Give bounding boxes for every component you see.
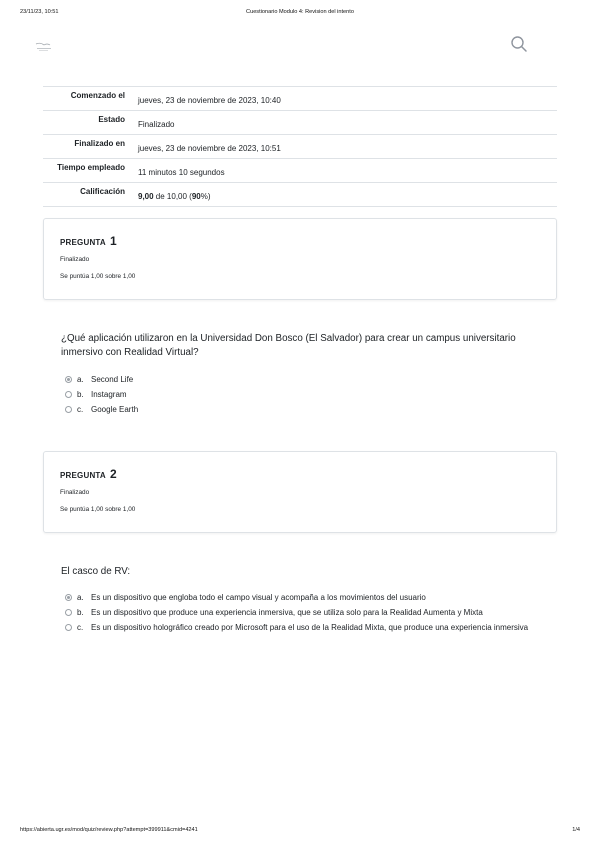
summary-label: Tiempo empleado xyxy=(57,163,125,172)
question-number: PREGUNTA 1 xyxy=(60,234,117,248)
search-icon[interactable] xyxy=(510,35,528,53)
radio-unselected-icon[interactable] xyxy=(65,406,72,413)
option-text: Es un dispositivo que produce una experiencia inmersiva, que se utiliza solo para la Realidad Aumenta y Mixta xyxy=(91,608,483,617)
print-document-title: Cuestionario Modulo 4: Revision del intento xyxy=(246,9,354,15)
question-grade: Se puntúa 1,00 sobre 1,00 xyxy=(60,273,136,280)
option-letter: a. xyxy=(77,375,84,384)
option-text: Instagram xyxy=(91,390,127,399)
answer-option[interactable] xyxy=(65,389,535,400)
radio-unselected-icon[interactable] xyxy=(65,624,72,631)
print-header xyxy=(20,9,580,19)
question-info-card xyxy=(43,451,557,533)
grade-value xyxy=(125,183,211,206)
site-logo-icon[interactable] xyxy=(34,40,56,52)
answer-option[interactable] xyxy=(65,622,535,633)
option-letter: b. xyxy=(77,608,84,617)
summary-row-finished xyxy=(43,135,557,159)
summary-row-time-taken xyxy=(43,159,557,183)
radio-selected-icon[interactable] xyxy=(65,594,72,601)
grade-percent: 90 xyxy=(191,192,201,201)
grade-score: 9,00 xyxy=(138,192,154,201)
question-grade: Se puntúa 1,00 sobre 1,00 xyxy=(60,506,136,513)
radio-unselected-icon[interactable] xyxy=(65,609,72,616)
summary-label: Finalizado en xyxy=(74,139,125,148)
radio-unselected-icon[interactable] xyxy=(65,391,72,398)
answer-options xyxy=(65,374,535,419)
answer-options xyxy=(65,592,535,637)
option-text: Es un dispositivo que engloba todo el campo visual y acompaña a los movimientos del usuario xyxy=(91,593,426,602)
question-state: Finalizado xyxy=(60,489,90,496)
option-text: Es un dispositivo holográfico creado por Microsoft para el uso de la Realidad Mixta, que produce una experiencia inmersiva xyxy=(91,623,529,632)
option-letter: a. xyxy=(77,593,84,602)
summary-row-started xyxy=(43,87,557,111)
option-letter: c. xyxy=(77,405,84,414)
grade-out-of: de 10,00 ( xyxy=(153,192,192,201)
question-info-card xyxy=(43,218,557,300)
summary-value: jueves, 23 de noviembre de 2023, 10:51 xyxy=(138,144,281,153)
summary-value: Finalizado xyxy=(138,120,175,129)
summary-value: 11 minutos 10 segundos xyxy=(138,168,225,177)
page-url[interactable]: https://abierta.ugr.es/mod/quiz/review.php?attempt=399911&cmid=4241 xyxy=(20,827,198,833)
answer-option[interactable] xyxy=(65,374,535,385)
question-state: Finalizado xyxy=(60,256,90,263)
answer-option[interactable] xyxy=(65,607,535,618)
answer-option[interactable] xyxy=(65,592,535,603)
radio-selected-icon[interactable] xyxy=(65,376,72,383)
summary-row-state xyxy=(43,111,557,135)
option-letter: c. xyxy=(77,623,84,632)
option-text: Google Earth xyxy=(91,405,139,414)
summary-label: Estado xyxy=(98,115,125,124)
question-text: ¿Qué aplicación utilizaron en la Universidad Don Bosco (El Salvador) para crear un campus universitario inmersivo con Realidad Virtual? xyxy=(61,333,516,358)
question-text: El casco de RV: xyxy=(61,566,131,577)
summary-row-grade xyxy=(43,183,557,207)
summary-label: Comenzado el xyxy=(70,91,125,100)
grade-end: %) xyxy=(200,192,211,201)
attempt-summary-table xyxy=(43,86,557,207)
option-letter: b. xyxy=(77,390,84,399)
summary-value: jueves, 23 de noviembre de 2023, 10:40 xyxy=(138,96,281,105)
option-text: Second Life xyxy=(91,375,134,384)
answer-option[interactable] xyxy=(65,404,535,415)
print-timestamp: 23/11/23, 10:51 xyxy=(20,9,59,15)
page-number: 1/4 xyxy=(572,827,580,833)
question-number: PREGUNTA 2 xyxy=(60,467,117,481)
summary-label: Calificación xyxy=(80,187,125,196)
print-footer xyxy=(20,827,580,837)
